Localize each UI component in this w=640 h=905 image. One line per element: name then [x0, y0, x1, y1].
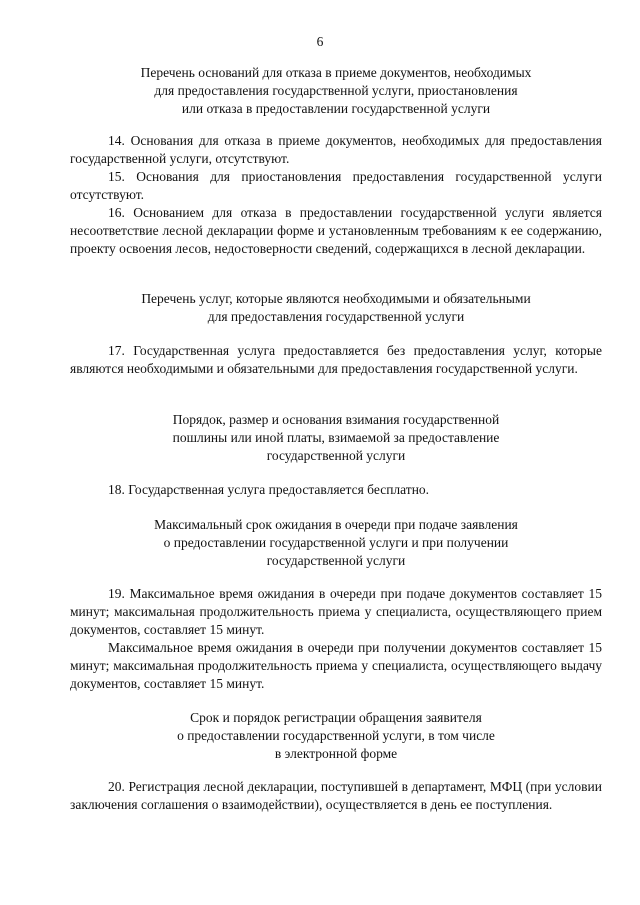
section-heading-refusal-grounds	[70, 64, 602, 118]
heading-line: государственной услуги	[266, 448, 406, 463]
paragraph-15: 15. Основания для приостановления предоставления государственной услуги отсутствуют.	[70, 169, 602, 202]
heading-line: пошлины или иной платы, взимаемой за предоставление	[172, 430, 500, 445]
heading-line: государственной услуги	[266, 553, 406, 568]
heading-line: для предоставления государственной услуги, приостановления	[154, 83, 518, 98]
paragraph-16: 16. Основанием для отказа в предоставлении государственной услуги является несоответствие лесной декларации форме и установленным требованиям к ее содержанию, проекту освоения лесов, недостоверности сведений, содержащихся в лесной декларации.	[70, 205, 602, 256]
heading-line: или отказа в предоставлении государственной услуги	[181, 101, 491, 116]
paragraph-17: 17. Государственная услуга предоставляется без предоставления услуг, которые являются необходимыми и обязательными для предоставления государственной услуги.	[70, 343, 602, 376]
heading-line: Перечень услуг, которые являются необходимыми и обязательными	[141, 291, 531, 306]
heading-line: в электронной форме	[274, 746, 398, 761]
heading-line: Порядок, размер и основания взимания государственной	[172, 412, 500, 427]
heading-line: о предоставлении государственной услуги, в том числе	[177, 728, 495, 743]
heading-line: Максимальный срок ожидания в очереди при подаче заявления	[154, 517, 518, 532]
section-heading-queue-time	[70, 516, 602, 570]
section-heading-fees	[70, 411, 602, 465]
page-number: 6	[316, 34, 324, 49]
paragraph-20: 20. Регистрация лесной декларации, поступившей в департамент, МФЦ (при условии заключения соглашения о взаимодействии), осуществляется в день ее поступления.	[70, 779, 602, 812]
heading-line: о предоставлении государственной услуги и при получении	[163, 535, 509, 550]
paragraph-19-cont: Максимальное время ожидания в очереди при получении документов составляет 15 минут; максимальная продолжительность приема у специалиста, осуществляющего выдачу документов, составляет 15 минут.	[70, 640, 602, 691]
paragraph-14: 14. Основания для отказа в приеме документов, необходимых для предоставления государственной услуги, отсутствуют.	[70, 133, 602, 166]
paragraph-19: 19. Максимальное время ожидания в очереди при подаче документов составляет 15 минут; максимальная продолжительность приема у специалиста, осуществляющего прием документов, составляет 15 минут.	[70, 586, 602, 637]
section-heading-registration	[70, 709, 602, 763]
paragraph-18: 18. Государственная услуга предоставляется бесплатно.	[108, 482, 430, 497]
section-heading-required-services	[70, 290, 602, 326]
heading-line: Перечень оснований для отказа в приеме документов, необходимых	[140, 65, 532, 80]
heading-line: Срок и порядок регистрации обращения заявителя	[190, 710, 482, 725]
heading-line: для предоставления государственной услуги	[207, 309, 465, 324]
